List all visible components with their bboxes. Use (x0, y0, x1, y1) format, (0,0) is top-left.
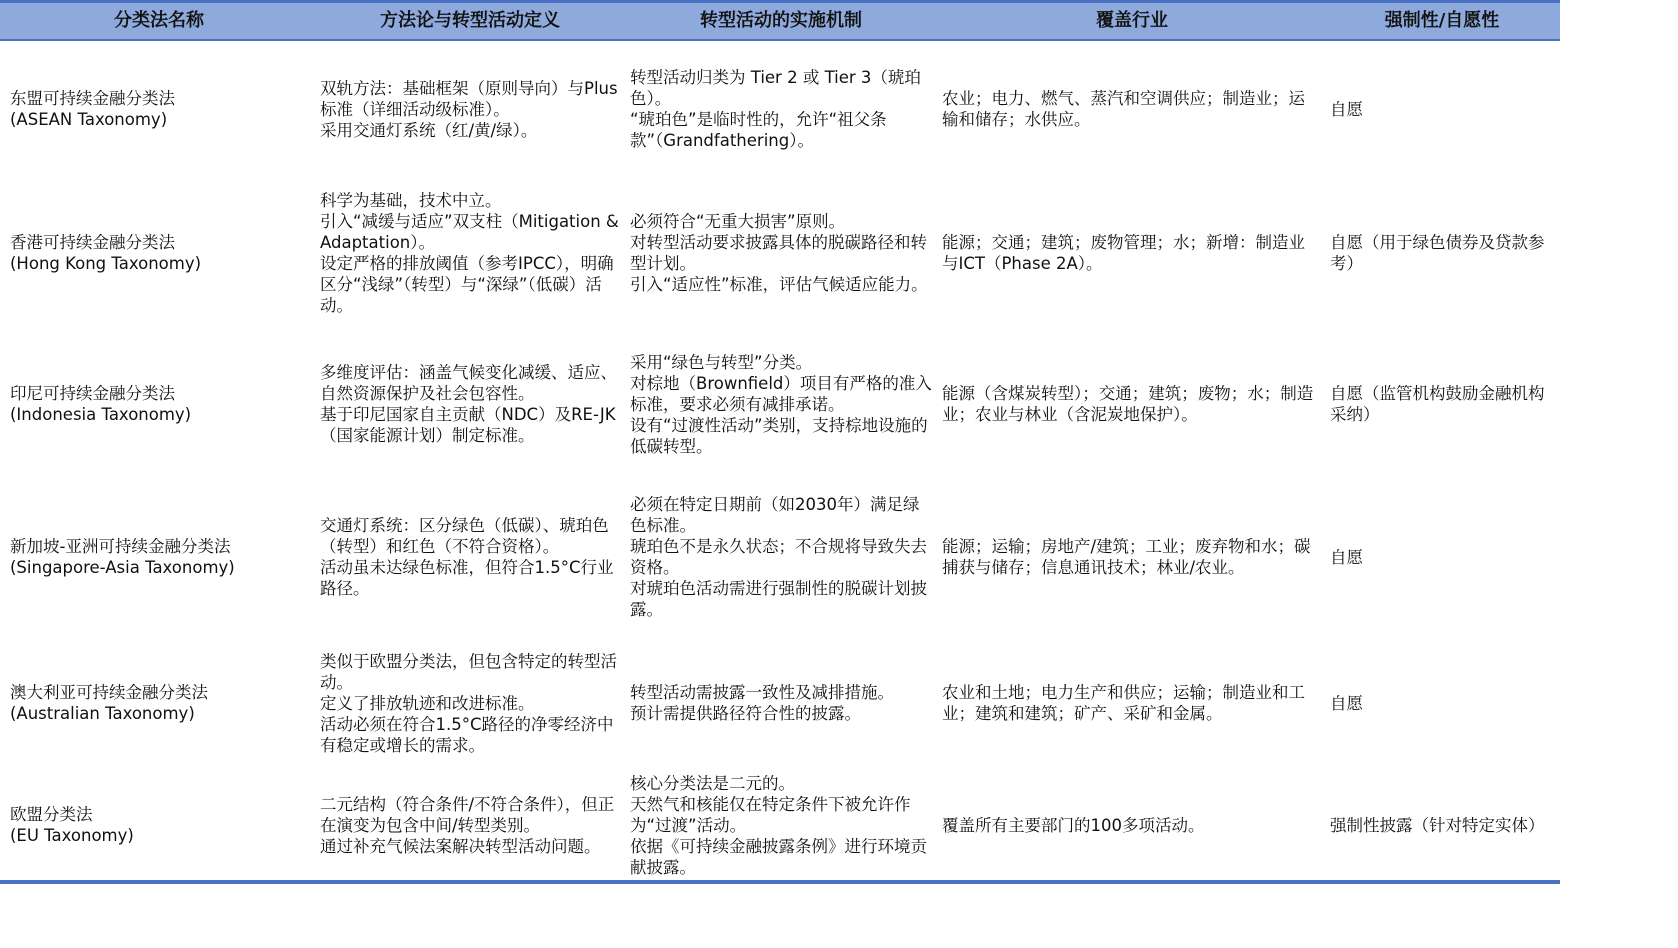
cell-method-line: 双轨方法：基础框架（原则导向）与Plus标准（详细活动级标准）。 (320, 78, 618, 119)
cell-method (320, 330, 620, 478)
cell-method (320, 478, 620, 636)
cell-mechanism-line: 核心分类法是二元的。 (630, 773, 795, 793)
cell-method (320, 636, 620, 770)
table-row (0, 770, 1560, 880)
cell-industries (942, 330, 1314, 478)
cell-industries (942, 42, 1314, 176)
cell-mandatory (1330, 176, 1552, 330)
cell-name-line: (Australian Taxonomy) (10, 704, 195, 723)
header-name: 分类法名称 (114, 10, 204, 31)
cell-mechanism-line: 对转型活动要求披露具体的脱碳路径和转型计划。 (630, 233, 927, 273)
cell-name-line: (EU Taxonomy) (10, 826, 134, 845)
cell-method-line: 定义了排放轨迹和改进标准。 (320, 693, 535, 713)
cell-method-line: 多维度评估：涵盖气候变化减缓、适应、自然资源保护及社会包容性。 (320, 363, 617, 403)
cell-industries-line: 覆盖所有主要部门的100多项活动。 (942, 815, 1205, 835)
cell-name (10, 42, 300, 176)
cell-name-line: 欧盟分类法 (10, 805, 93, 824)
cell-mandatory-line: 自愿（用于绿色债券及贷款参考） (1330, 233, 1545, 273)
table-bottom-rule (0, 880, 1560, 884)
cell-mandatory-line: 自愿（监管机构鼓励金融机构采纳） (1330, 384, 1545, 424)
cell-mandatory (1330, 478, 1552, 636)
cell-method-line: 基于印尼国家自主贡献（NDC）及RE-JK（国家能源计划）制定标准。 (320, 405, 616, 445)
cell-mechanism-line: 转型活动需披露一致性及减排措施。 (630, 683, 894, 702)
cell-industries (942, 770, 1314, 880)
cell-method-line: 科学为基础，技术中立。 (320, 191, 502, 210)
cell-mandatory-line: 自愿 (1330, 99, 1363, 119)
cell-mandatory-line: 强制性披露（针对特定实体） (1330, 815, 1545, 835)
cell-method-line: 采用交通灯系统（红/黄/绿）。 (320, 120, 538, 140)
cell-method-line: 交通灯系统：区分绿色（低碳）、琥珀色（转型）和红色（不符合资格）。 (320, 516, 609, 556)
cell-mechanism-line: 对棕地（Brownfield）项目有严格的准入标准，要求必须有减排承诺。 (630, 373, 932, 414)
cell-name-line: 东盟可持续金融分类法 (10, 89, 175, 108)
cell-name (10, 330, 300, 478)
cell-mechanism (630, 330, 932, 478)
cell-mechanism-line: 引入“适应性”标准，评估气候适应能力。 (630, 275, 928, 294)
cell-name-line: 澳大利亚可持续金融分类法 (10, 683, 208, 702)
cell-method-line: 引入“减缓与适应”双支柱（Mitigation & Adaptation）。 (320, 212, 619, 252)
table-row (0, 478, 1560, 636)
cell-mechanism-line: 依据《可持续金融披露条例》进行环境贡献披露。 (630, 836, 927, 877)
cell-method-line: 二元结构（符合条件/不符合条件），但正在演变为包含中间/转型类别。 (320, 794, 615, 835)
cell-industries-line: 能源（含煤炭转型）；交通；建筑；废物；水；制造业；农业与林业（含泥炭地保护）。 (942, 384, 1314, 424)
cell-name-line: (Indonesia Taxonomy) (10, 405, 192, 424)
cell-mechanism-line: 预计需提供路径符合性的披露。 (630, 704, 861, 723)
cell-name-line: (ASEAN Taxonomy) (10, 110, 168, 129)
cell-method (320, 42, 620, 176)
cell-mechanism-line: 对琥珀色活动需进行强制性的脱碳计划披露。 (630, 579, 927, 619)
cell-mechanism-line: 琥珀色不是永久状态；不合规将导致失去资格。 (630, 537, 927, 577)
table-row (0, 330, 1560, 478)
cell-method-line: 设定严格的排放阈值（参考IPCC），明确区分“浅绿”（转型）与“深绿”（低碳）活动。 (320, 254, 614, 315)
cell-name-line: (Singapore-Asia Taxonomy) (10, 558, 235, 577)
cell-mandatory-line: 自愿 (1330, 693, 1363, 713)
cell-industries-line: 能源；运输；房地产/建筑；工业；废弃物和水；碳捕获与储存；信息通讯技术；林业/农业。 (942, 537, 1311, 577)
cell-name (10, 478, 300, 636)
cell-name-line: (Hong Kong Taxonomy) (10, 254, 202, 273)
cell-industries-line: 农业和土地；电力生产和供应；运输；制造业和工业；建筑和建筑；矿产、采矿和金属。 (942, 683, 1305, 723)
cell-name-line: 新加坡-亚洲可持续金融分类法 (10, 537, 231, 556)
header-mechanism: 转型活动的实施机制 (700, 10, 862, 31)
cell-method-line: 类似于欧盟分类法，但包含特定的转型活动。 (320, 651, 617, 692)
table-row (0, 636, 1560, 770)
cell-mechanism (630, 478, 932, 636)
cell-mechanism (630, 176, 932, 330)
cell-name-line: 印尼可持续金融分类法 (10, 384, 175, 403)
cell-mechanism-line: 设有“过渡性活动”类别，支持棕地设施的低碳转型。 (630, 415, 928, 456)
cell-mandatory (1330, 770, 1552, 880)
cell-name (10, 636, 300, 770)
cell-name (10, 770, 300, 880)
cell-industries-line: 能源；交通；建筑；废物管理；水；新增：制造业与ICT（Phase 2A）。 (942, 233, 1305, 273)
cell-mechanism-line: 必须在特定日期前（如2030年）满足绿色标准。 (630, 495, 920, 535)
cell-mechanism-line: “琥珀色”是临时性的，允许“祖父条款”（Grandfathering）。 (630, 110, 887, 150)
cell-mandatory (1330, 636, 1552, 770)
cell-mechanism (630, 770, 932, 880)
cell-industries (942, 478, 1314, 636)
cell-mandatory (1330, 330, 1552, 478)
cell-mechanism (630, 636, 932, 770)
table-header (0, 3, 1560, 41)
cell-mechanism (630, 42, 932, 176)
table-row (0, 42, 1560, 176)
cell-method (320, 770, 620, 880)
cell-name-line: 香港可持续金融分类法 (10, 233, 175, 252)
cell-industries-line: 农业；电力、燃气、蒸汽和空调供应；制造业；运输和储存；水供应。 (942, 89, 1305, 129)
cell-mechanism-line: 采用“绿色与转型”分类。 (630, 352, 813, 372)
cell-method-line: 通过补充气候法案解决转型活动问题。 (320, 836, 601, 856)
cell-method (320, 176, 620, 330)
cell-mechanism-line: 天然气和核能仅在特定条件下被允许作为“过渡”活动。 (630, 794, 911, 835)
header-industries: 覆盖行业 (1096, 10, 1168, 31)
cell-industries (942, 176, 1314, 330)
cell-method-line: 活动虽未达绿色标准，但符合1.5°C行业路径。 (320, 558, 614, 598)
cell-method-line: 活动必须在符合1.5°C路径的净零经济中有稳定或增长的需求。 (320, 714, 614, 755)
cell-mandatory-line: 自愿 (1330, 547, 1363, 567)
cell-mechanism-line: 必须符合“无重大损害”原则。 (630, 212, 846, 231)
cell-mandatory (1330, 42, 1552, 176)
table-row (0, 176, 1560, 330)
cell-name (10, 176, 300, 330)
cell-mechanism-line: 转型活动归类为 Tier 2 或 Tier 3（琥珀色）。 (630, 68, 921, 108)
cell-industries (942, 636, 1314, 770)
header-method: 方法论与转型活动定义 (380, 10, 560, 31)
header-mandatory: 强制性/自愿性 (1384, 10, 1500, 31)
